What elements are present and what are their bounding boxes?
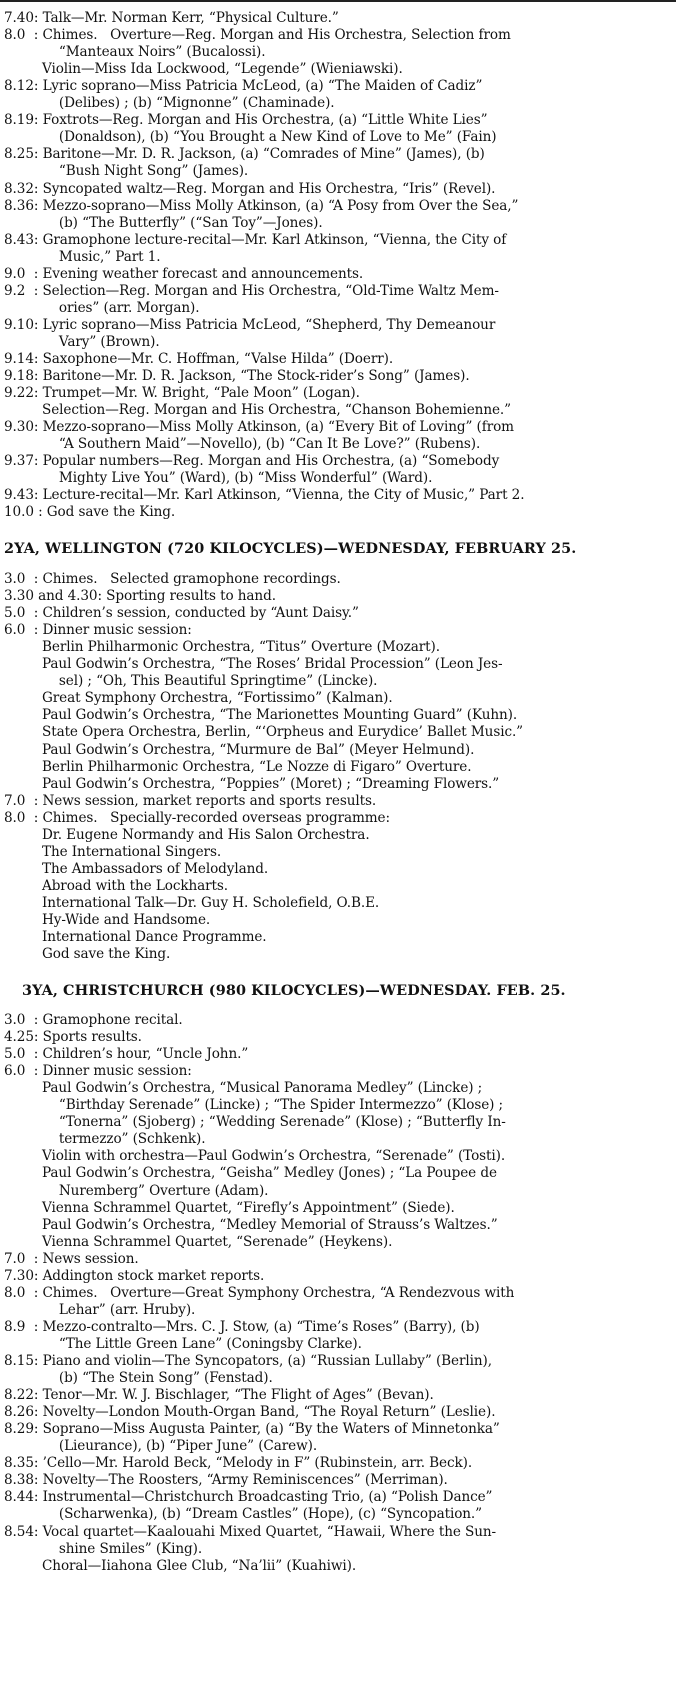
programme-line: Vary” (Brown). xyxy=(4,333,160,350)
programme-line: 8.26: Novelty—London Mouth-Organ Band, “The Royal Return” (Leslie). xyxy=(4,1404,496,1421)
programme-line: 8.0 : Chimes. Overture—Great Symphony Orchestra, “A Rendezvous with xyxy=(4,1284,515,1301)
programme-line: 8.54: Vocal quartet—Kaalouahi Mixed Quartet, “Hawaii, Where the Sun- xyxy=(4,1523,497,1540)
programme-line: 9.22: Trumpet—Mr. W. Bright, “Pale Moon” (Logan). xyxy=(4,385,360,402)
programme-line: Hy-Wide and Handsome. xyxy=(4,912,211,928)
programme-line: God save the King. xyxy=(4,946,171,963)
programme-line: 6.0 : Dinner music session: xyxy=(4,622,192,639)
programme-line: Music,” Part 1. xyxy=(4,248,161,265)
programme-line: Choral—Iiahona Glee Club, “Na’lii” (Kuahiwi). xyxy=(4,1557,357,1574)
programme-line: Great Symphony Orchestra, “Fortissimo” (Kalman). xyxy=(4,690,393,707)
programme-line: 3.0 : Chimes. Selected gramophone recordings. xyxy=(4,571,341,587)
programme-line: 3.0 : Gramophone recital. xyxy=(4,1012,183,1028)
programme-line: 5.0 : Children’s session, conducted by “Aunt Daisy.” xyxy=(4,605,359,622)
programme-line: The Ambassadors of Melodyland. xyxy=(4,860,269,877)
programme-line: Violin with orchestra—Paul Godwin’s Orchestra, “Serenade” (Tosti). xyxy=(4,1148,506,1165)
programme-line: Dr. Eugene Normandy and His Salon Orchestra. xyxy=(4,826,370,843)
programme-line: Berlin Philharmonic Orchestra, “Le Nozze di Figaro” Overture. xyxy=(4,758,472,775)
programme-line: 8.36: Mezzo-soprano—Miss Molly Atkinson, (a) “A Posy from Over the Sea,” xyxy=(4,197,519,214)
programme-line: (Delibes) ; (b) “Mignonne” (Chaminade). xyxy=(4,95,335,112)
programme-line: Paul Godwin’s Orchestra, “The Marionettes Mounting Guard” (Kuhn). xyxy=(4,707,518,724)
programme-line: 9.14: Saxophone—Mr. C. Hoffman, “Valse Hilda” (Doerr). xyxy=(4,351,394,367)
programme-line: 6.0 : Dinner music session: xyxy=(4,1063,192,1080)
programme-line: Nuremberg” Overture (Adam). xyxy=(4,1182,269,1199)
programme-line: 8.43: Gramophone lecture-recital—Mr. Karl Atkinson, “Vienna, the City of xyxy=(4,231,507,248)
programme-line: International Talk—Dr. Guy H. Scholefield, O.B.E. xyxy=(4,894,380,911)
programme-line: 9.30: Mezzo-soprano—Miss Molly Atkinson, (a) “Every Bit of Loving” (from xyxy=(4,419,514,436)
programme-line: “Manteaux Noirs” (Bucalossi). xyxy=(4,44,266,61)
programme-line: 7.0 : News session. xyxy=(4,1250,139,1267)
programme-line: Vienna Schrammel Quartet, “Firefly’s Appointment” (Siede). xyxy=(4,1199,455,1216)
programme-line: The International Singers. xyxy=(4,843,222,860)
programme-line: termezzo” (Schkenk). xyxy=(4,1131,206,1148)
programme-line: sel) ; “Oh, This Beautiful Springtime” (Lincke). xyxy=(4,673,378,690)
programme-line: “A Southern Maid”—Novello), (b) “Can It Be Love?” (Rubens). xyxy=(4,436,481,453)
programme-line: 8.22: Tenor—Mr. W. J. Bischlager, “The Flight of Ages” (Bevan). xyxy=(4,1387,434,1404)
programme-line: (b) “The Butterfly” (“San Toy”—Jones). xyxy=(4,214,323,231)
programme-line: “The Little Green Lane” (Coningsby Clarke). xyxy=(4,1335,362,1352)
programme-line: 8.0 : Chimes. Specially-recorded overseas programme: xyxy=(4,809,390,826)
programme-line: “Bush Night Song” (James). xyxy=(4,163,249,180)
programme-line: Paul Godwin’s Orchestra, “Musical Panorama Medley” (Lincke) ; xyxy=(4,1080,483,1097)
programme-line: 7.0 : News session, market reports and sports results. xyxy=(4,792,377,809)
programme-line: 8.9 : Mezzo-contralto—Mrs. C. J. Stow, (a) “Time’s Roses” (Barry), (b) xyxy=(4,1318,480,1335)
programme-line: 8.32: Syncopated waltz—Reg. Morgan and His Orchestra, “Iris” (Revel). xyxy=(4,180,496,197)
programme-line: 3.30 and 4.30: Sporting results to hand. xyxy=(4,588,276,605)
programme-line: 9.18: Baritone—Mr. D. R. Jackson, “The Stock-rider’s Song” (James). xyxy=(4,368,470,385)
programme-line: (Donaldson), (b) “You Brought a New Kind of Love to Me” (Fain) xyxy=(4,129,497,146)
programme-line: 7.40: Talk—Mr. Norman Kerr, “Physical Culture.” xyxy=(4,10,339,26)
programme-line: 10.0 : God save the King. xyxy=(4,504,176,521)
programme-line: 8.19: Foxtrots—Reg. Morgan and His Orchestra, (a) “Little White Lies” xyxy=(4,112,488,129)
programme-line: 9.43: Lecture-recital—Mr. Karl Atkinson, “Vienna, the City of Music,” Part 2. xyxy=(4,487,525,504)
programme-line: 8.25: Baritone—Mr. D. R. Jackson, (a) “Comrades of Mine” (James), (b) xyxy=(4,146,485,163)
programme-line: (Lieurance), (b) “Piper June” (Carew). xyxy=(4,1438,318,1455)
programme-line: 8.12: Lyric soprano—Miss Patricia McLeod, (a) “The Maiden of Cadiz” xyxy=(4,78,483,95)
programme-line: Violin—Miss Ida Lockwood, “Legende” (Wieniawski). xyxy=(4,61,403,78)
programme-line: 9.10: Lyric soprano—Miss Patricia McLeod, “Shepherd, Thy Demeanour xyxy=(4,316,496,333)
programme-line: (b) “The Stein Song” (Fenstad). xyxy=(4,1370,273,1387)
programme-line: 7.30: Addington stock market reports. xyxy=(4,1267,265,1284)
programme-line: Paul Godwin’s Orchestra, “The Roses’ Bridal Procession” (Leon Jes- xyxy=(4,656,503,673)
programme-line: 8.15: Piano and violin—The Syncopators, (a) “Russian Lullaby” (Berlin), xyxy=(4,1353,492,1369)
programme-line: Lehar” (arr. Hruby). xyxy=(4,1301,196,1318)
station-heading: 3YA, CHRISTCHURCH (980 KILOCYCLES)—WEDNESDAY. FEB. 25. xyxy=(22,982,566,999)
programme-line: 9.2 : Selection—Reg. Morgan and His Orchestra, “Old-Time Waltz Mem- xyxy=(4,282,499,299)
programme-line: 8.0 : Chimes. Overture—Reg. Morgan and His Orchestra, Selection from xyxy=(4,27,511,44)
programme-line: “Birthday Serenade” (Lincke) ; “The Spider Intermezzo” (Klose) ; xyxy=(4,1097,504,1114)
programme-line: Berlin Philharmonic Orchestra, “Titus” Overture (Mozart). xyxy=(4,639,440,656)
programme-line: Selection—Reg. Morgan and His Orchestra, “Chanson Bohemienne.” xyxy=(4,402,512,419)
programme-line: International Dance Programme. xyxy=(4,929,267,946)
programme-line: State Opera Orchestra, Berlin, “‘Orpheus and Eurydice’ Ballet Music.” xyxy=(4,724,524,741)
station-heading: 2YA, WELLINGTON (720 KILOCYCLES)—WEDNESDAY, FEBRUARY 25. xyxy=(4,540,577,557)
programme-line: 8.38: Novelty—The Roosters, “Army Reminiscences” (Merriman). xyxy=(4,1472,448,1489)
programme-line: 4.25: Sports results. xyxy=(4,1029,142,1046)
programme-line: shine Smiles” (King). xyxy=(4,1540,203,1557)
programme-line: ories” (arr. Morgan). xyxy=(4,299,200,316)
programme-line: 8.35: ’Cello—Mr. Harold Beck, “Melody in F” (Rubinstein, arr. Beck). xyxy=(4,1455,473,1472)
programme-line: Paul Godwin’s Orchestra, “Medley Memorial of Strauss’s Waltzes.” xyxy=(4,1216,498,1233)
programme-line: Abroad with the Lockharts. xyxy=(4,877,229,894)
programme-line: (Scharwenka), (b) “Dream Castles” (Hope), (c) “Syncopation.” xyxy=(4,1506,483,1523)
programme-line: 5.0 : Children’s hour, “Uncle John.” xyxy=(4,1046,249,1063)
programme-line: Paul Godwin’s Orchestra, “Geisha” Medley (Jones) ; “La Poupee de xyxy=(4,1165,497,1182)
programme-line: 8.44: Instrumental—Christchurch Broadcasting Trio, (a) “Polish Dance” xyxy=(4,1489,493,1506)
programme-line: 9.37: Popular numbers—Reg. Morgan and His Orchestra, (a) “Somebody xyxy=(4,453,500,470)
programme-line: Paul Godwin’s Orchestra, “Murmure de Bal” (Meyer Helmund). xyxy=(4,741,475,758)
programme-line: Mighty Live You” (Ward), (b) “Miss Wonderful” (Ward). xyxy=(4,470,433,487)
programme-line: “Tonerna” (Sjoberg) ; “Wedding Serenade” (Klose) ; “Butterfly In- xyxy=(4,1114,506,1131)
programme-line: Paul Godwin’s Orchestra, “Poppies” (Moret) ; “Dreaming Flowers.” xyxy=(4,775,500,792)
programme-line: 9.0 : Evening weather forecast and announcements. xyxy=(4,265,364,282)
programme-line: Vienna Schrammel Quartet, “Serenade” (Heykens). xyxy=(4,1233,393,1250)
programme-line: 8.29: Soprano—Miss Augusta Painter, (a) “By the Waters of Minnetonka” xyxy=(4,1421,500,1438)
